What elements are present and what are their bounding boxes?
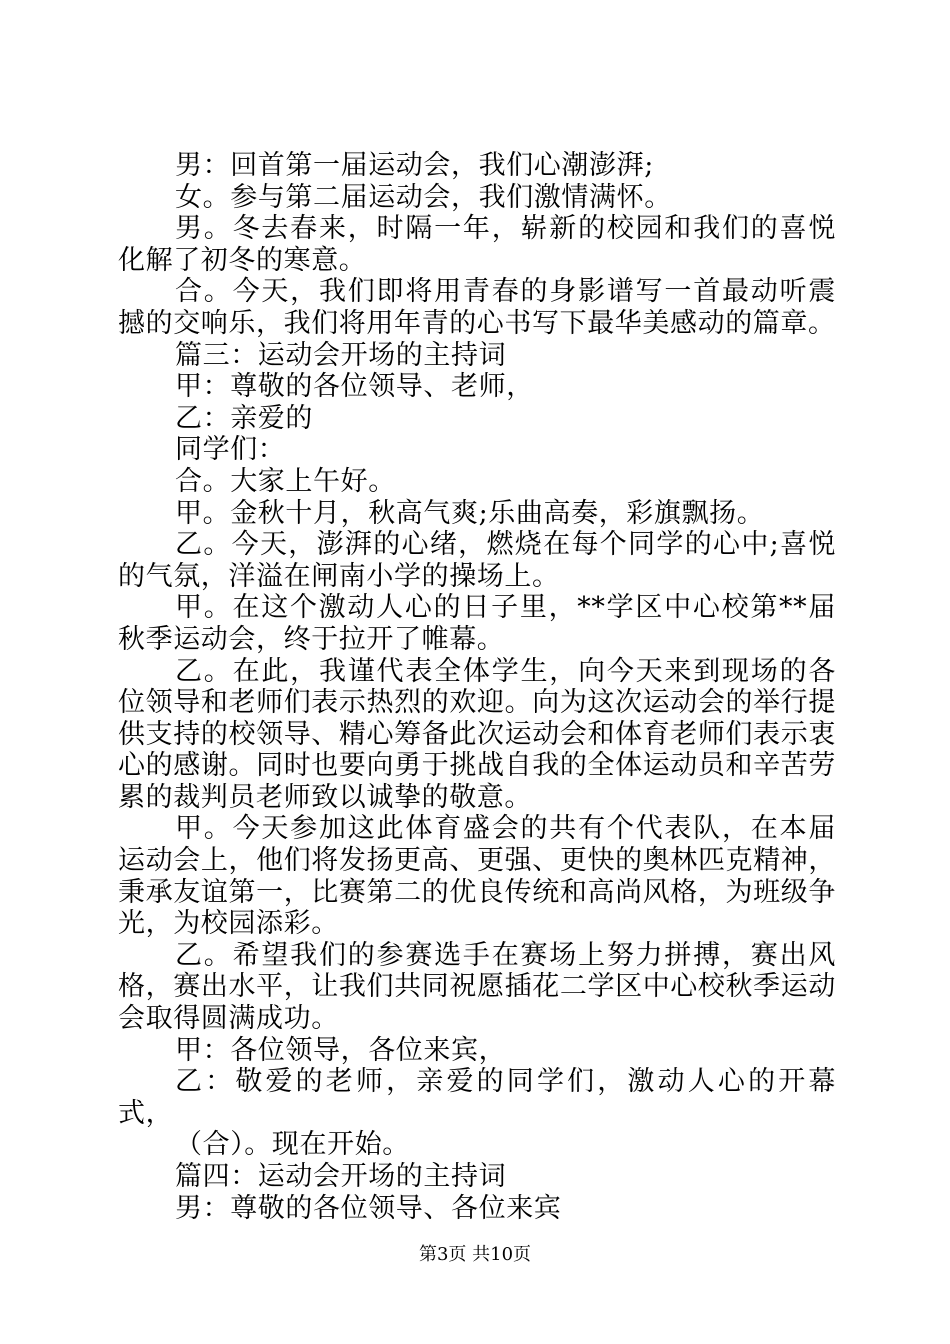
paragraph: 乙。希望我们的参赛选手在赛场上努力拼搏，赛出风格，赛出水平，让我们共同祝愿插花二学区中心校秋季运动会取得圆满成功。 xyxy=(118,939,836,1035)
paragraph: 甲。在这个激动人心的日子里，**学区中心校第**届秋季运动会，终于拉开了帷幕。 xyxy=(118,592,836,655)
paragraph: 同学们： xyxy=(175,434,286,466)
paragraph: 甲。金秋十月，秋高气爽;乐曲高奏，彩旗飘扬。 xyxy=(175,497,765,529)
paragraph: 女。参与第二届运动会，我们激情满怀。 xyxy=(175,181,672,213)
page-footer xyxy=(0,1243,950,1267)
document-body xyxy=(118,150,836,1224)
paragraph: （合）。现在开始。 xyxy=(175,1129,410,1161)
paragraph: 乙。在此，我谨代表全体学生，向今天来到现场的各位领导和老师们表示热烈的欢迎。向为这次运动会的举行提供支持的校领导、精心筹备此次运动会和体育老师们表示衷心的感谢。同时也要向勇于挑战自我的全体运动员和辛苦劳累的裁判员老师致以诚挚的敬意。 xyxy=(118,655,836,813)
paragraph: 甲：尊敬的各位领导、老师， xyxy=(175,371,534,403)
paragraph: 男：尊敬的各位领导、各位来宾 xyxy=(175,1192,562,1224)
paragraph: 男。冬去春来，时隔一年，崭新的校园和我们的喜悦化解了初冬的寒意。 xyxy=(118,213,836,276)
paragraph: 甲。今天参加这此体育盛会的共有个代表队，在本届运动会上，他们将发扬更高、更强、更快的奥林匹克精神，秉承友谊第一，比赛第二的优良传统和高尚风格，为班级争光，为校园添彩。 xyxy=(118,813,836,940)
section-heading: 篇四：运动会开场的主持词 xyxy=(175,1161,507,1192)
paragraph: 合。今天，我们即将用青春的身影谱写一首最动听震撼的交响乐，我们将用年青的心书写下最华美感动的篇章。 xyxy=(118,276,836,339)
paragraph: 男：回首第一届运动会，我们心潮澎湃; xyxy=(175,150,654,181)
page-number-label: 第3页 共10页 xyxy=(418,1244,532,1265)
paragraph: 合。大家上午好。 xyxy=(175,465,396,497)
paragraph: 甲：各位领导，各位来宾， xyxy=(175,1034,507,1066)
paragraph: 乙：亲爱的 xyxy=(175,402,313,434)
section-heading: 篇三：运动会开场的主持词 xyxy=(175,339,507,371)
paragraph: 乙。今天，澎湃的心绪，燃烧在每个同学的心中;喜悦的气氛，洋溢在闸南小学的操场上。 xyxy=(118,529,836,592)
paragraph: 乙：敬爱的老师，亲爱的同学们，激动人心的开幕式， xyxy=(118,1066,836,1129)
